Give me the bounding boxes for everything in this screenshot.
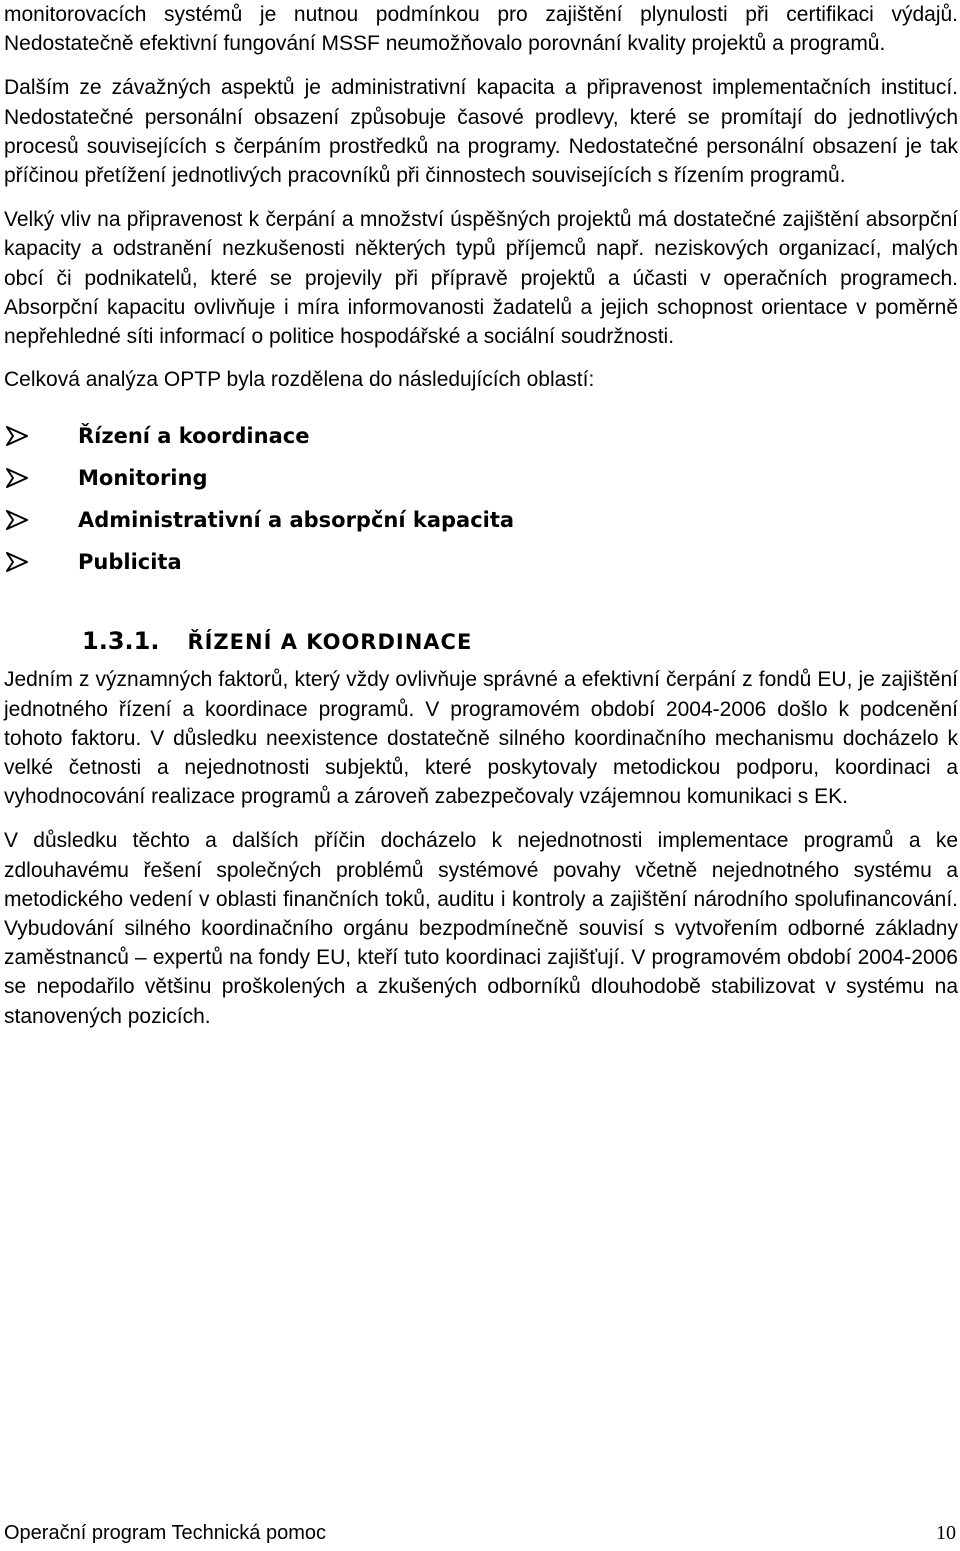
section-heading (82, 627, 958, 665)
paragraph-monitoring: monitorovacích systémů je nutnou podmínkou pro zajištění plynulosti při certifikaci výdajů. Nedostatečně efektivní fungování MSSF neumožňovalo porovnání kvality projektů a programů. (4, 3, 958, 56)
list-item (4, 541, 958, 583)
section-number: 1.3.1. (82, 627, 160, 656)
list-item-label: Monitoring (78, 466, 208, 491)
footer-document-title: Operační program Technická pomoc (4, 1522, 327, 1544)
list-item (4, 499, 958, 541)
page-footer (4, 1522, 956, 1548)
arrowhead-bullet-icon (6, 552, 28, 572)
list-item-label: Publicita (78, 550, 182, 575)
arrowhead-bullet-icon (6, 468, 28, 488)
paragraph-implementation: V důsledku těchto a dalších příčin docházelo k nejednotnosti implementace programů a ke zdlouhavému řešení společných problémů systémové povahy včetně nejednotného systému a metodického vedení v oblasti finančních toků, auditu i kontroly a zajištění národního spolufinancování. Vybudování silného koordinačního orgánu bezpodmínečně souvisí s vytvořením odborné základny zaměstnanců – expertů na fondy EU, kteří tuto koordinaci zajišťují. V programovém období 2004-2006 se nepodařilo většinu proškolených a zkušených odborníků dlouhodobě stabilizovat v systému na stanovených pozicích. (4, 829, 958, 1028)
list-item-label: Administrativní a absorpční kapacita (78, 508, 515, 533)
paragraph-administrative-capacity: Dalším ze závažných aspektů je administrativní kapacita a připravenost implementačních institucí. Nedostatečné personální obsazení způsobuje časové prodlevy, které se promítají do jednotlivých procesů souvisejících s čerpáním prostředků na programy. Nedostatečné personální obsazení je tak příčinou přetížení jednotlivých pracovníků při činnostech souvisejících s řízením programů. (4, 76, 958, 188)
list-item (4, 415, 958, 457)
arrowhead-bullet-icon (6, 510, 28, 530)
analysis-areas-list (4, 415, 958, 583)
analysis-intro: Celková analýza OPTP byla rozdělena do následujících oblastí: (4, 368, 595, 392)
paragraph-coordination: Jedním z významných faktorů, který vždy ovlivňuje správné a efektivní čerpání z fondů EU, je zajištění jednotného řízení a koordinace programů. V programovém období 2004-2006 došlo k podcenění tohoto faktoru. V důsledku neexistence dostatečně silného koordinačního mechanismu docházelo k velké četnosti a nejednotnosti subjektů, které poskytovaly metodickou podporu, koordinaci a vyhodnocování realizace programů a zároveň zabezpečovaly vzájemnou komunikaci s EK. (4, 668, 958, 809)
arrowhead-bullet-icon (6, 426, 28, 446)
page-number: 10 (936, 1522, 956, 1544)
document-page (4, 0, 958, 1031)
section-title: ŘÍZENÍ A KOORDINACE (187, 630, 473, 655)
list-item (4, 457, 958, 499)
paragraph-absorption-capacity: Velký vliv na připravenost k čerpání a množství úspěšných projektů má dostatečné zajištění absorpční kapacity a odstranění nezkušenosti některých typů příjemců např. neziskových organizací, malých obcí či podnikatelů, které se projevily při přípravě projektů a účasti v operačních programech. Absorpční kapacitu ovlivňuje i míra informovanosti žadatelů a jejich schopnost orientace v poměrně nepřehledné síti informací o politice hospodářské a sociální soudržnosti. (4, 208, 958, 349)
list-item-label: Řízení a koordinace (78, 424, 310, 449)
